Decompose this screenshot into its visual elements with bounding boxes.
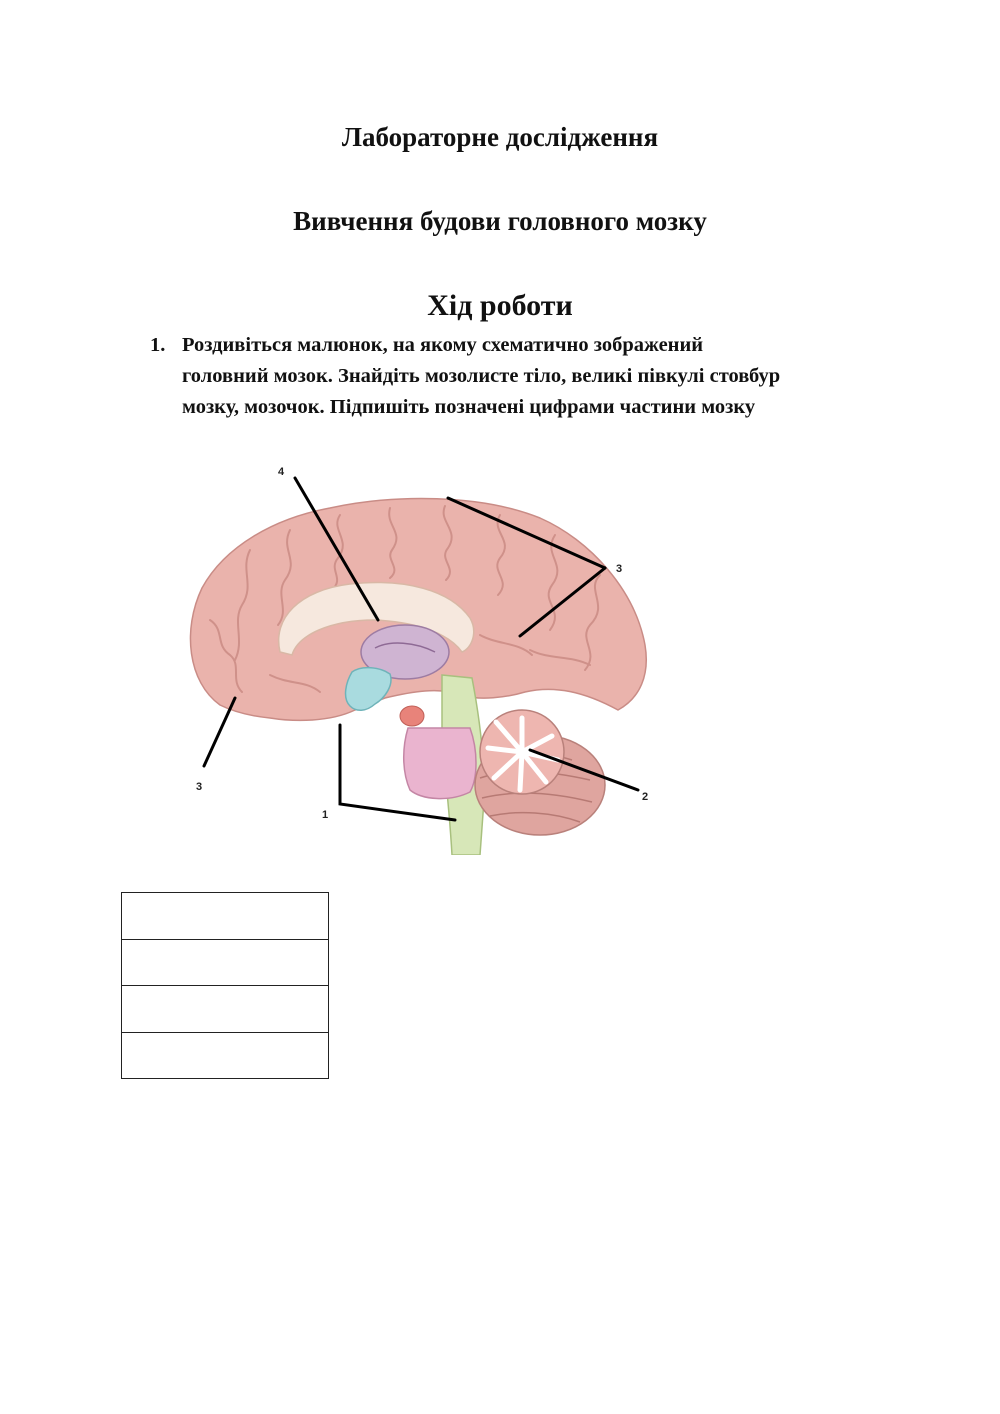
answer-row-1[interactable] xyxy=(122,893,328,940)
brain-diagram xyxy=(180,460,660,855)
label-4: 4 xyxy=(278,466,285,478)
pituitary xyxy=(400,706,424,726)
answer-row-2[interactable] xyxy=(122,940,328,987)
task-line-2: головний мозок. Знайдіть мозолисте тіло, великі півкулі стовбур xyxy=(182,365,781,387)
section-title: Хід роботи xyxy=(427,289,573,322)
pons xyxy=(404,728,476,799)
task-text xyxy=(182,330,912,423)
task-line-1: Роздивіться малюнок, на якому схематично зображений xyxy=(182,334,704,356)
page-title: Лабораторне дослідження xyxy=(341,122,659,152)
task-line-3: мозку, мозочок. Підпишіть позначені цифрами частини мозку xyxy=(182,396,756,418)
page-subtitle: Вивчення будови головного мозку xyxy=(293,206,707,236)
hypothalamus xyxy=(346,668,391,711)
answer-row-4[interactable] xyxy=(122,1033,328,1080)
label-3-right: 3 xyxy=(616,563,623,575)
label-3-left: 3 xyxy=(196,781,203,793)
task-number: 1. xyxy=(150,334,166,356)
label-1: 1 xyxy=(322,809,329,821)
answer-row-3[interactable] xyxy=(122,986,328,1033)
label-2: 2 xyxy=(642,791,649,803)
answer-table xyxy=(121,892,329,1079)
